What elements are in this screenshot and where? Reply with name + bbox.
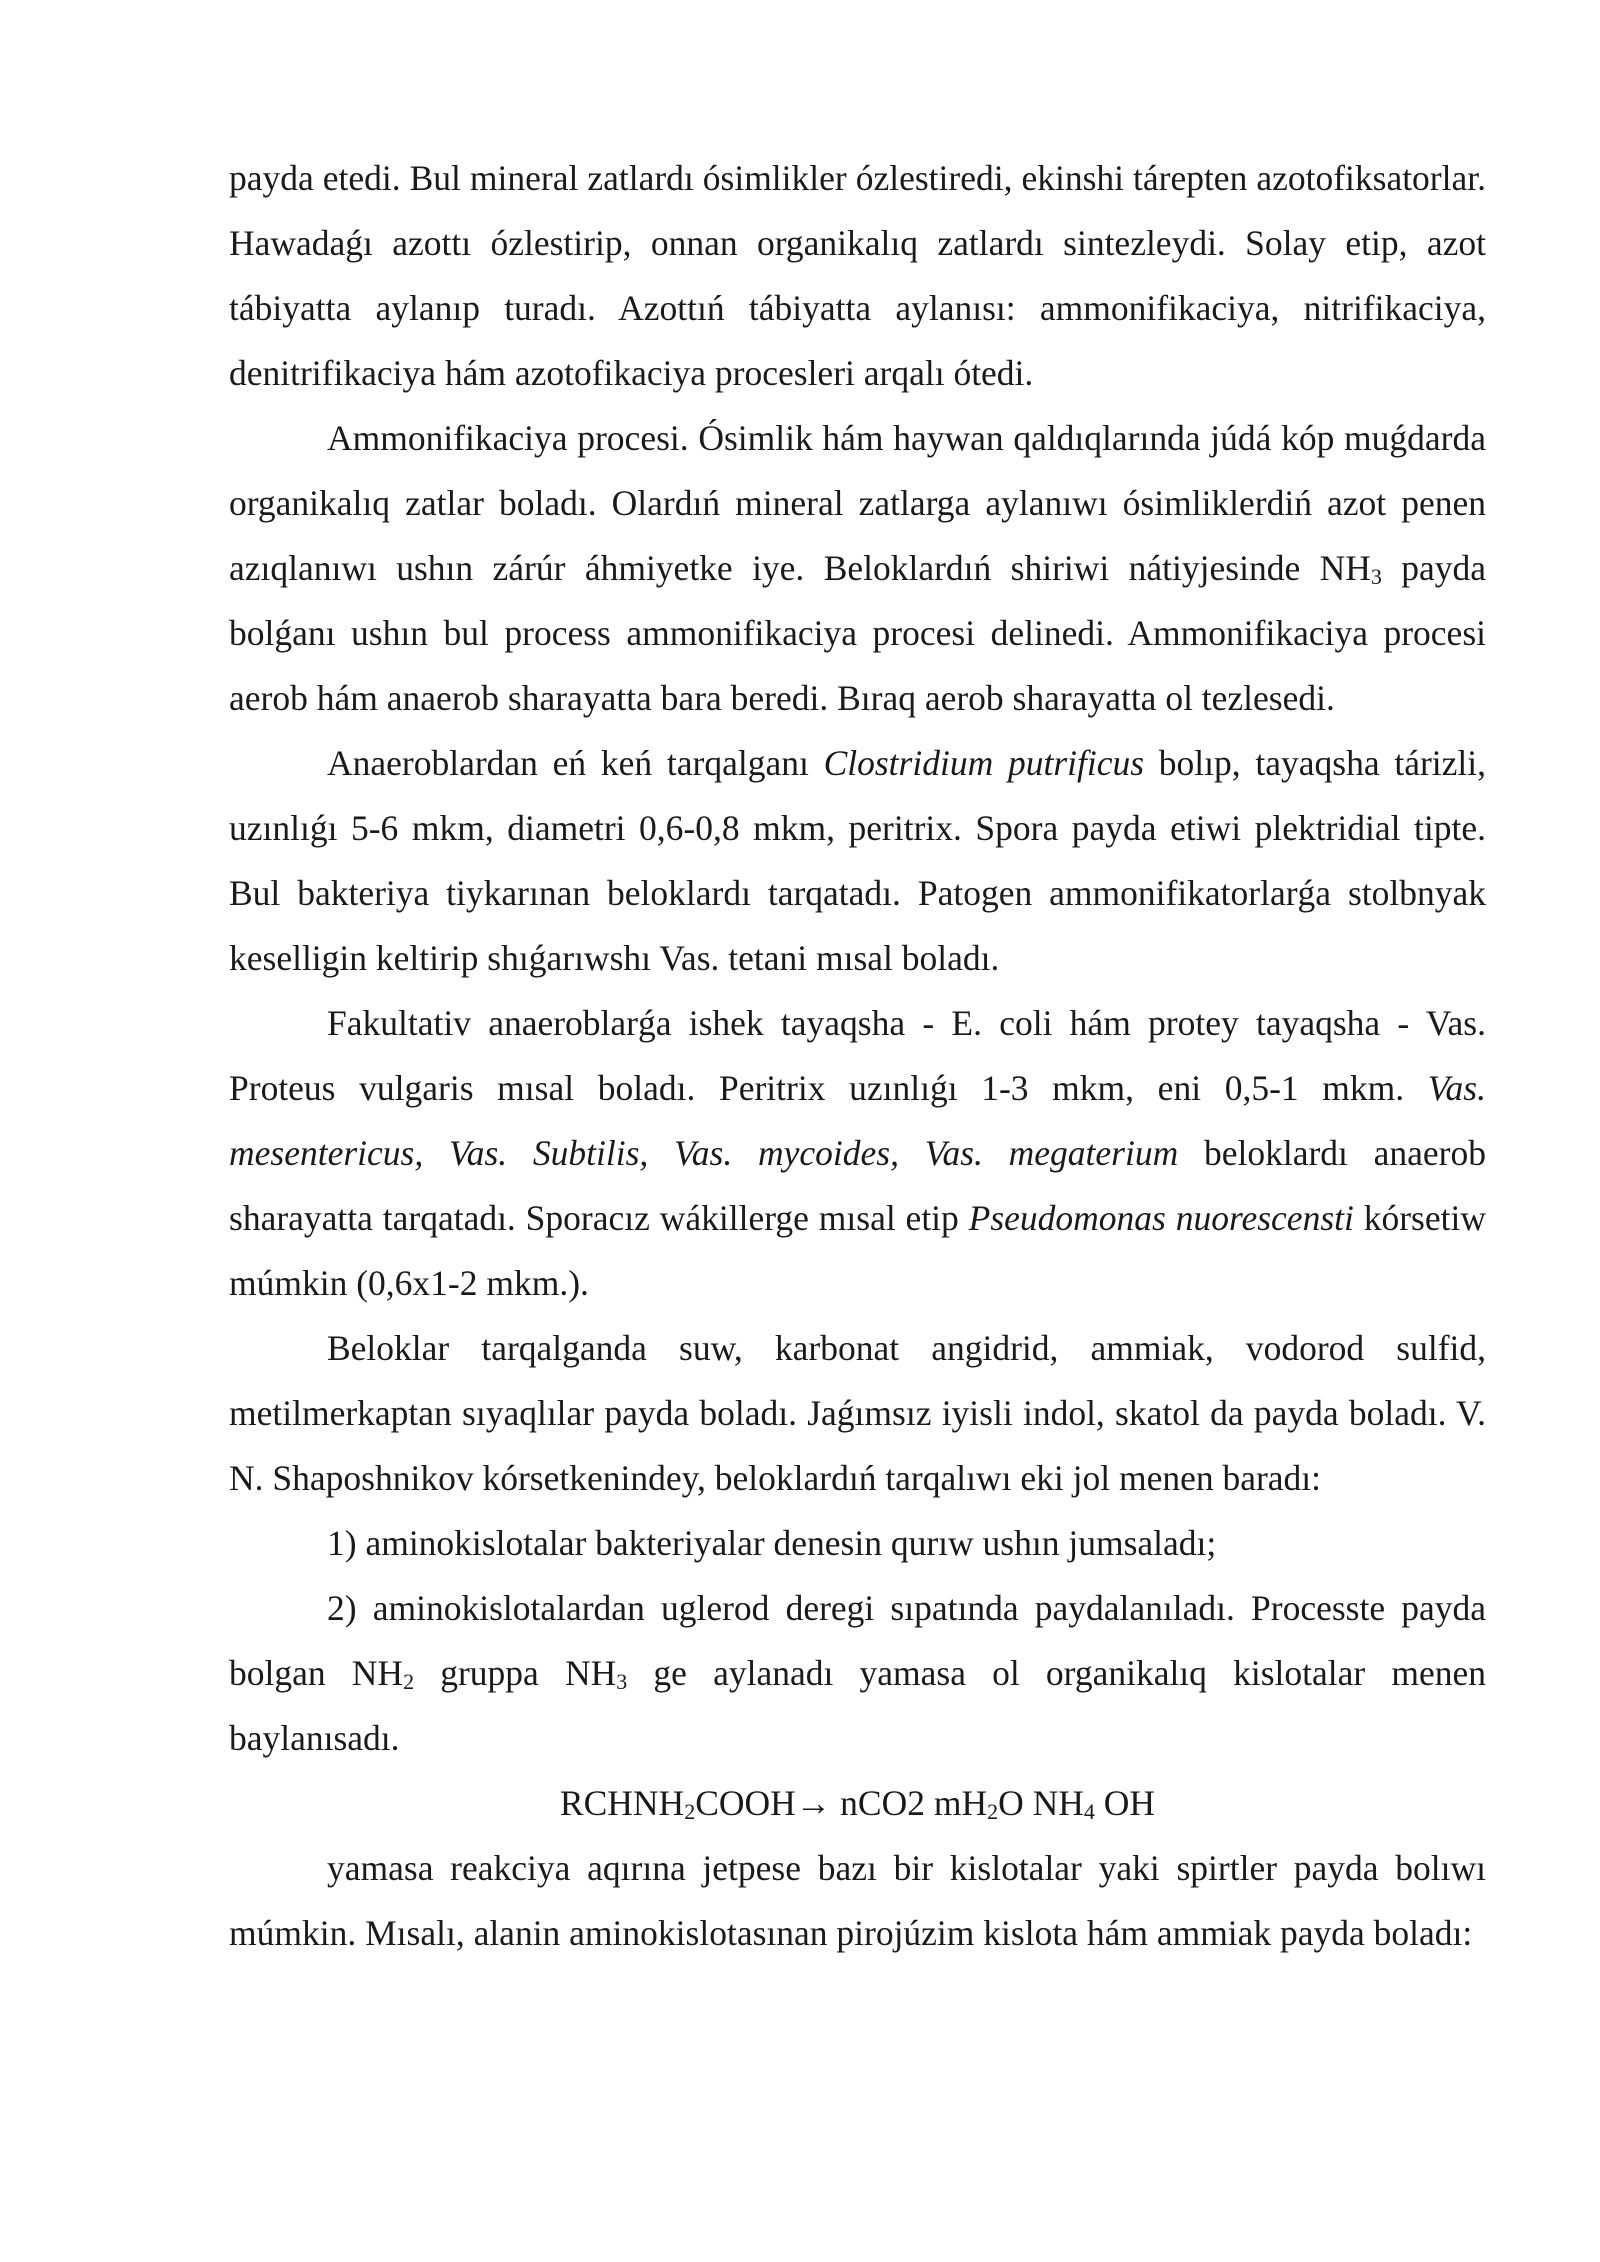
equation-text: OH: [1094, 1783, 1156, 1823]
paragraph-text: payda etedi. Bul mineral zatlardı ósimlikler ózlestiredi, ekinshi tárepten azotofiksatorlar. Hawadaǵı azottı ózlestirip, onnan organikalıq zatlardı sintezleydi. Solay etip, azot tábiyatta aylanıp turadı. Azottıń tábiyatta aylanısı: ammonifikaciya, nitrifikaciya, denitrifikaciya hám azotofikaciya procesleri arqalı ótedi.: [229, 158, 1486, 393]
species-name: Vas. mesentericus, Vas. Subtilis, Vas. mycoides, Vas. megaterium: [229, 1068, 1486, 1173]
paragraph: [229, 146, 1486, 406]
subscript: 2: [987, 1798, 999, 1824]
paragraph-text: Fakultativ anaeroblarǵa ishek tayaqsha - E. coli hám protey tayaqsha - Vas. Proteus vulgaris mısal boladı. Peritrix uzınlıǵı 1-3 mkm, eni 0,5-1 mkm.: [229, 1003, 1486, 1108]
paragraph-text: Beloklar tarqalganda suw, karbonat angidrid, ammiak, vodorod sulfid, metilmerkaptan sıyaqlılar payda boladı. Jaǵımsız iyisli indol, skatol da payda boladı. V. N. Shaposhnikov kórsetkenindey, beloklardıń tarqalıwı eki jol menen baradı:: [229, 1328, 1486, 1498]
paragraph-text: payda bolǵanı ushın bul process ammonifikaciya procesi delinedi. Ammonifikaciya procesi aerob hám anaerob sharayatta bara beredi. Bıraq aerob sharayatta ol tezlesedi.: [229, 548, 1487, 718]
paragraph-beloklar: [229, 1316, 1486, 1511]
subscript: 3: [616, 1668, 628, 1694]
list-item-1: [229, 1511, 1486, 1576]
paragraph-text: bolıp, tayaqsha tárizli, uzınlıǵı 5-6 mkm, diametri 0,6-0,8 mkm, peritrix. Spora payda etiwi plektridial tipte. Bul bakteriya tiykarınan beloklardı tarqatadı. Patogen ammonifikatorlarǵa stolbnyak keselligin keltirip shıǵarıwshı Vas. tetani mısal boladı.: [229, 743, 1486, 978]
paragraph-fakultativ: [229, 991, 1486, 1316]
subscript: 2: [403, 1668, 415, 1694]
list-item-text: 1) aminokislotalar bakteriyalar denesin qurıw ushın jumsaladı;: [327, 1523, 1217, 1563]
species-name: Clostridium putrificus: [823, 743, 1145, 783]
subscript: 3: [1370, 563, 1382, 589]
document-page: [229, 146, 1486, 1966]
paragraph-text: yamasa reakciya aqırına jetpese bazı bir kislotalar yaki spirtler payda bolıwı múmkin. Mısalı, alanin aminokislotasınan pirojúzim kislota hám ammiak payda boladı:: [229, 1848, 1486, 1953]
subscript: 4: [1083, 1798, 1095, 1824]
paragraph-text: Anaeroblardan eń keń tarqalganı: [327, 743, 824, 783]
list-item-text: ge aylanadı yamasa ol organikalıq kislotalar menen baylanısadı.: [229, 1653, 1486, 1758]
species-name: Pseudomonas nuorescensti: [968, 1198, 1354, 1238]
equation-text: COOH→ nCO2 mH: [695, 1783, 988, 1823]
chemical-equation: [229, 1771, 1486, 1836]
equation-text: O NH: [998, 1783, 1084, 1823]
list-item-2: [229, 1576, 1486, 1771]
paragraph-text: kórsetiw múmkin (0,6x1-2 mkm.).: [229, 1198, 1486, 1303]
paragraph-text: beloklardı anaerob sharayatta tarqatadı. Sporacız wákillerge mısal etip: [229, 1133, 1487, 1238]
subscript: 2: [684, 1798, 696, 1824]
paragraph-yamasa: [229, 1836, 1486, 1966]
equation-text: RCHNH: [559, 1783, 685, 1823]
paragraph-ammonifikaciya: [229, 406, 1486, 731]
paragraph-text: Ammonifikaciya procesi. Ósimlik hám haywan qaldıqlarında júdá kóp muǵdarda organikalıq zatlar boladı. Olardıń mineral zatlarga aylanıwı ósimliklerdiń azot penen azıqlanıwı ushın zárúr áhmiyetke iye. Beloklardıń shiriwi nátiyjesinde NH: [229, 418, 1486, 588]
list-item-text: 2) aminokislotalardan uglerod deregi sıpatında paydalanıladı. Processte payda bolgan NH: [229, 1588, 1486, 1693]
paragraph-anaeroblar: [229, 731, 1486, 991]
list-item-text: gruppa NH: [414, 1653, 617, 1693]
